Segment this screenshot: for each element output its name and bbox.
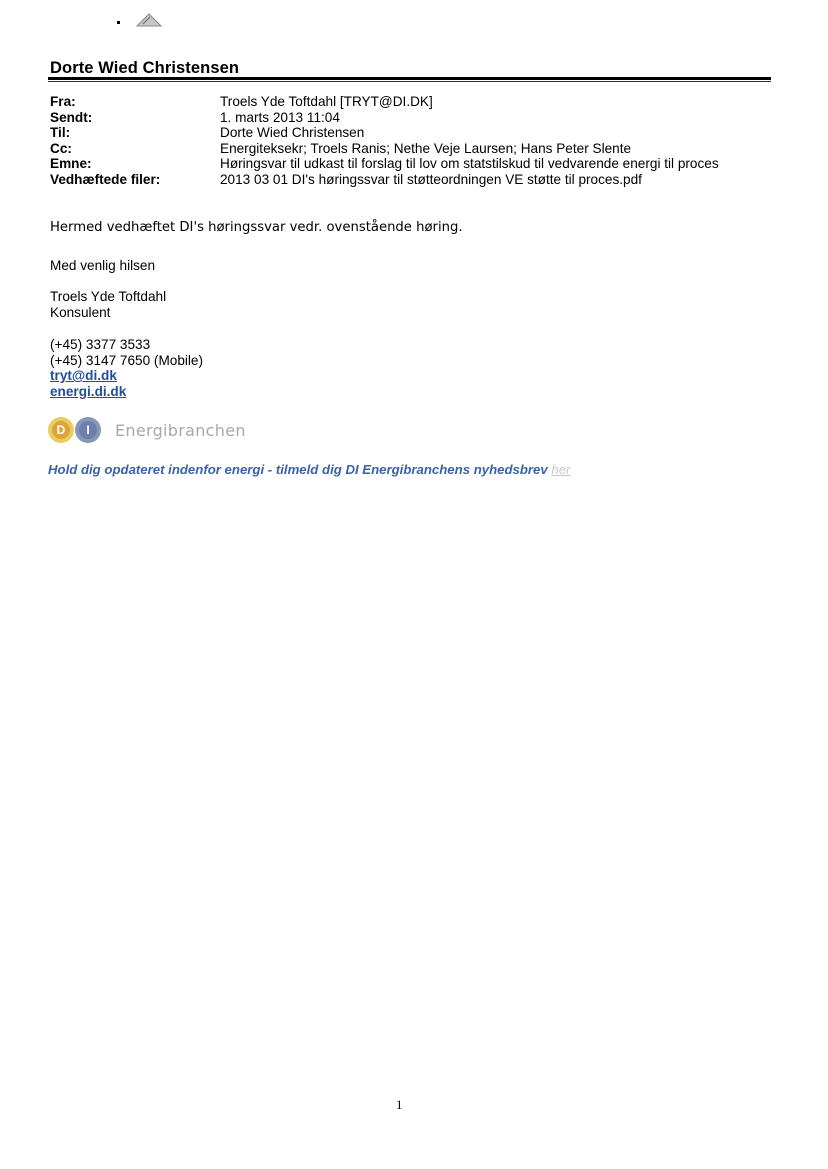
header-row-subject bbox=[50, 156, 790, 172]
newsletter-signup-link[interactable]: her bbox=[551, 462, 571, 477]
header-row-attachments bbox=[50, 172, 790, 188]
website-link[interactable]: energi.di.dk bbox=[50, 383, 127, 399]
signature-block bbox=[50, 289, 166, 320]
header-label: Cc: bbox=[50, 140, 72, 156]
header-value: Energiteksekr; Troels Ranis; Nethe Veje Laursen; Hans Peter Slente bbox=[220, 140, 632, 156]
header-label: Fra: bbox=[50, 94, 76, 109]
header-label: Vedhæftede filer: bbox=[50, 171, 161, 187]
header-row-from bbox=[50, 94, 790, 110]
header-label: Til: bbox=[50, 125, 71, 140]
newsletter-text: Hold dig opdateret indenfor energi - tilmeld dig DI Energibranchens nyhedsbrev bbox=[48, 462, 552, 477]
header-divider-thin bbox=[48, 81, 771, 82]
logo-text: Energibranchen bbox=[115, 420, 246, 440]
mailbox-owner-name: Dorte Wied Christensen bbox=[50, 59, 240, 77]
signature-name: Troels Yde Toftdahl bbox=[50, 289, 167, 304]
header-row-to bbox=[50, 125, 790, 141]
logo-d-letter: D bbox=[52, 421, 70, 439]
greeting: Med venlig hilsen bbox=[50, 258, 156, 273]
page-number: 1 bbox=[396, 1097, 403, 1112]
contact-block bbox=[50, 337, 203, 399]
message-body: Hermed vedhæftet DI's høringssvar vedr. ovenstående høring. bbox=[50, 220, 463, 235]
logo-d-circle bbox=[48, 417, 74, 443]
logo-i-letter: I bbox=[79, 421, 97, 439]
scan-artifact-icon bbox=[117, 10, 167, 32]
header-row-cc bbox=[50, 141, 790, 157]
phone-number: (+45) 3377 3533 bbox=[50, 337, 151, 352]
email-header-block bbox=[50, 94, 790, 187]
header-value: Troels Yde Toftdahl [TRYT@DI.DK] bbox=[220, 94, 433, 109]
logo-i-circle bbox=[75, 417, 101, 443]
mobile-number: (+45) 3147 7650 (Mobile) bbox=[50, 352, 204, 368]
header-value: Høringsvar til udkast til forslag til lov om statstilskud til vedvarende energi til proces bbox=[220, 156, 719, 171]
header-row-sent bbox=[50, 110, 790, 126]
header-divider bbox=[48, 77, 771, 80]
signature-title: Konsulent bbox=[50, 304, 111, 320]
header-label: Sendt: bbox=[50, 109, 93, 125]
header-value: Dorte Wied Christensen bbox=[220, 125, 365, 140]
header-value: 1. marts 2013 11:04 bbox=[220, 109, 340, 125]
email-link[interactable]: tryt@di.dk bbox=[50, 368, 117, 383]
di-energibranchen-logo bbox=[48, 417, 246, 443]
header-label: Emne: bbox=[50, 156, 92, 171]
newsletter-promo bbox=[48, 462, 570, 477]
attachment-filename: 2013 03 01 DI's høringssvar til støtteordningen VE støtte til proces.pdf bbox=[220, 171, 642, 187]
